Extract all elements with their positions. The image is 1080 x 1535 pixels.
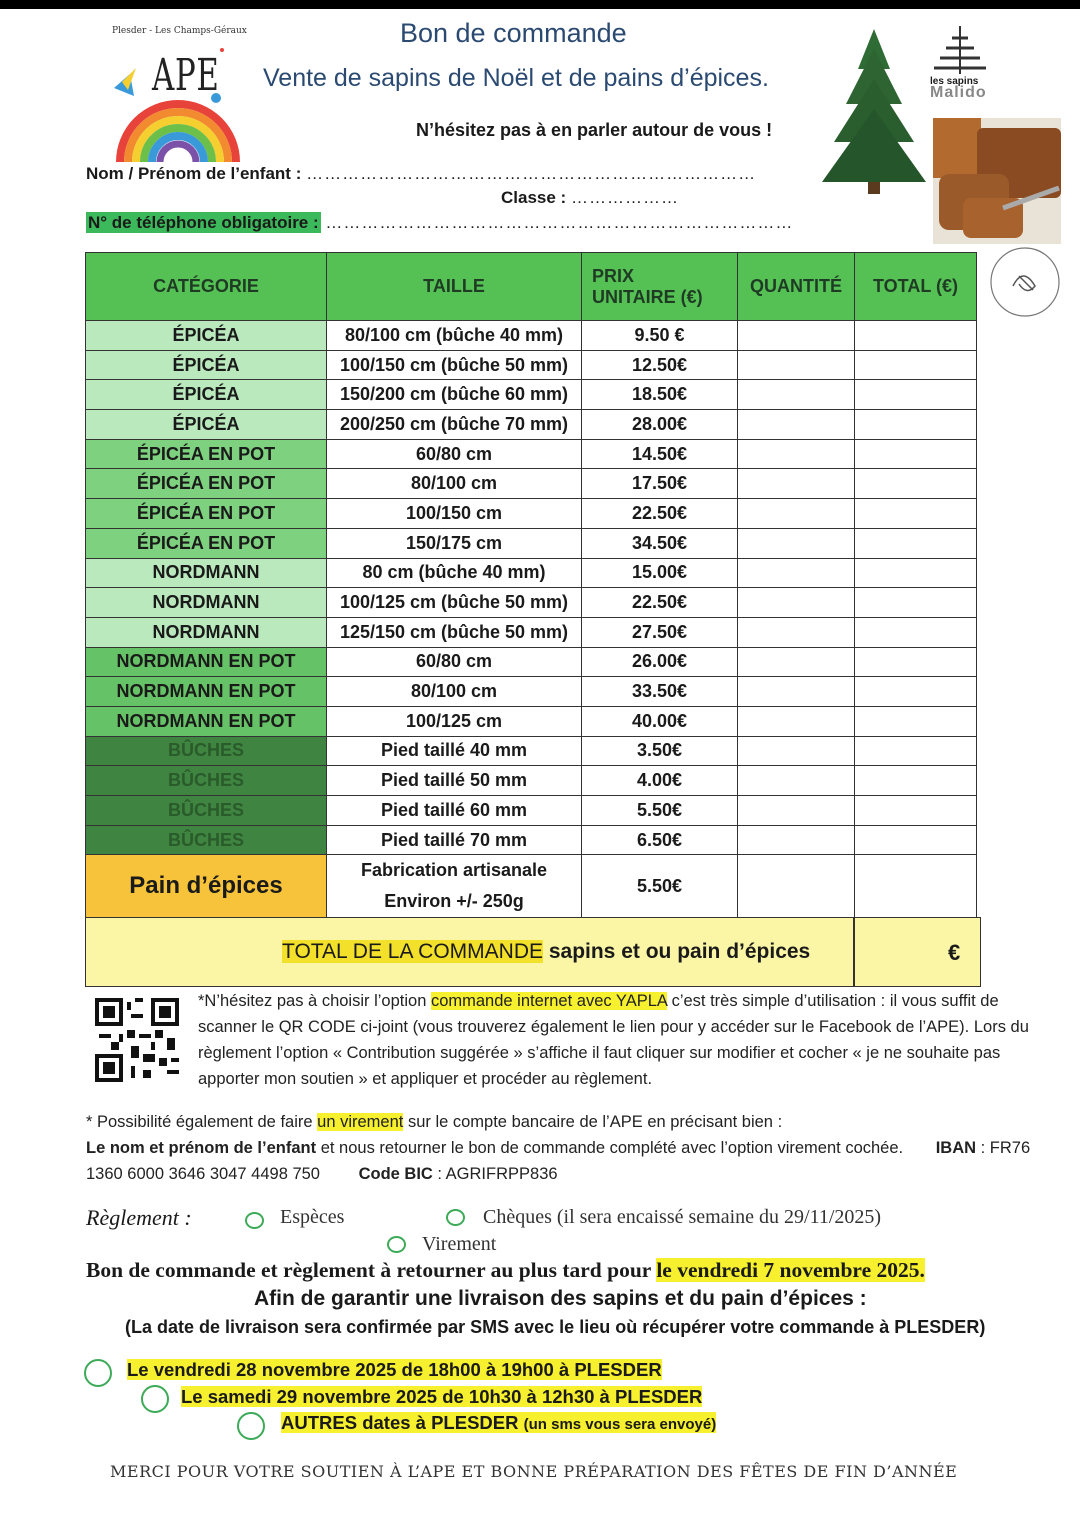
table-row [86, 706, 977, 736]
row-total-cell[interactable] [855, 647, 977, 677]
header-size: TAILLE [327, 253, 582, 321]
row-category: NORDMANN EN POT [86, 677, 327, 707]
row-total-cell[interactable] [855, 736, 977, 766]
payment-label: Règlement : [86, 1205, 192, 1230]
iban-value: : FR76 1360 6000 3646 3047 4498 750 [86, 1139, 1031, 1183]
table-row-pain [86, 855, 977, 918]
row-price: 5.50€ [582, 855, 738, 918]
row-total-cell[interactable] [855, 796, 977, 826]
ape-logo-text: APE [152, 50, 220, 101]
row-size: 80/100 cm [327, 469, 582, 499]
header-category: CATÉGORIE [86, 253, 327, 321]
table-row [86, 410, 977, 440]
row-total-cell[interactable] [855, 706, 977, 736]
class-label: Classe : [501, 188, 567, 207]
table-row [86, 558, 977, 588]
table-row [86, 766, 977, 796]
header-quantity: QUANTITÉ [738, 253, 855, 321]
row-quantity-cell[interactable] [738, 469, 855, 499]
gingerbread-photo-icon [933, 118, 1061, 244]
delivery-option-2-label: Le samedi 29 novembre 2025 de 10h30 à 12h30 à PLESDER [181, 1386, 703, 1407]
row-size: 100/125 cm [327, 706, 582, 736]
row-total-cell[interactable] [855, 410, 977, 440]
payment-transfer-label: Virement [422, 1233, 497, 1255]
row-price: 34.50€ [582, 528, 738, 558]
delivery-sms-note: (La date de livraison sera confirmée par SMS avec le lieu où récupérer votre commande à PLESDER) [125, 1317, 986, 1337]
table-row [86, 647, 977, 677]
row-size: 80/100 cm [327, 677, 582, 707]
delivery-option-3-text: AUTRES dates à PLESDER [281, 1412, 519, 1433]
row-size: Pied taillé 70 mm [327, 825, 582, 855]
child-name-field[interactable] [86, 164, 756, 184]
payment-cheque-label: Chèques (il sera encaissé semaine du 29/11/2025) [483, 1206, 882, 1228]
row-category: NORDMANN [86, 558, 327, 588]
payment-cash-radio[interactable] [245, 1212, 264, 1229]
deadline-date: le vendredi 7 novembre 2025. [656, 1258, 925, 1282]
ape-location: Plesder - Les Champs-Géraux [112, 26, 247, 36]
row-quantity-cell[interactable] [738, 855, 855, 918]
row-quantity-cell[interactable] [738, 736, 855, 766]
row-price: 5.50€ [582, 796, 738, 826]
table-row [86, 736, 977, 766]
bic-label: Code BIC [358, 1165, 433, 1183]
payment-cash-label: Espèces [280, 1206, 345, 1228]
row-price: 3.50€ [582, 736, 738, 766]
row-quantity-cell[interactable] [738, 321, 855, 351]
row-size: Pied taillé 40 mm [327, 736, 582, 766]
row-price: 9.50 € [582, 321, 738, 351]
row-price: 4.00€ [582, 766, 738, 796]
row-category: Pain d’épices [86, 855, 327, 918]
row-price: 6.50€ [582, 825, 738, 855]
partner-name-line1: les sapins [930, 76, 979, 87]
row-quantity-cell[interactable] [738, 558, 855, 588]
order-total-label-rest: sapins et ou pain d’épices [543, 940, 811, 963]
row-category: NORDMANN [86, 588, 327, 618]
order-total-label-highlight: TOTAL DE LA COMMANDE [282, 940, 543, 963]
row-category: BÛCHES [86, 736, 327, 766]
row-total-cell[interactable] [855, 499, 977, 529]
row-total-cell[interactable] [855, 558, 977, 588]
delivery-option-1-label: Le vendredi 28 novembre 2025 de 18h00 à 19h00 à PLESDER [127, 1359, 662, 1380]
deadline-pre: Bon de commande et règlement à retourner au plus tard pour [86, 1258, 657, 1282]
yapla-note-highlight: commande internet avec YAPLA [430, 992, 667, 1010]
child-name-label: Nom / Prénom de l’enfant : [86, 164, 302, 183]
partner-name-line2: Malido [930, 84, 987, 101]
yapla-note-pre: *N’hésitez pas à choisir l’option [198, 992, 431, 1010]
child-name-blank: ………………………………………………………………… [306, 164, 757, 183]
row-price: 22.50€ [582, 499, 738, 529]
total-divider [853, 918, 855, 986]
row-category: ÉPICÉA EN POT [86, 469, 327, 499]
row-size: 125/150 cm (bûche 50 mm) [327, 617, 582, 647]
row-size: Pied taillé 60 mm [327, 796, 582, 826]
row-category: NORDMANN EN POT [86, 706, 327, 736]
row-total-cell[interactable] [855, 469, 977, 499]
row-category: BÛCHES [86, 825, 327, 855]
row-total-cell[interactable] [855, 350, 977, 380]
row-category: ÉPICÉA EN POT [86, 499, 327, 529]
delivery-option-1 [127, 1359, 662, 1381]
row-size: 100/150 cm (bûche 50 mm) [327, 350, 582, 380]
row-category: NORDMANN [86, 617, 327, 647]
row-total-cell[interactable] [855, 855, 977, 918]
qr-code-icon[interactable] [95, 998, 179, 1082]
row-category: NORDMANN EN POT [86, 647, 327, 677]
deadline-text [86, 1258, 925, 1283]
row-quantity-cell[interactable] [738, 647, 855, 677]
row-price: 14.50€ [582, 439, 738, 469]
table-row [86, 528, 977, 558]
row-quantity-cell[interactable] [738, 796, 855, 826]
row-category: ÉPICÉA EN POT [86, 439, 327, 469]
row-price: 28.00€ [582, 410, 738, 440]
row-quantity-cell[interactable] [738, 439, 855, 469]
bic-value: : AGRIFRPP836 [432, 1165, 558, 1183]
row-total-cell[interactable] [855, 321, 977, 351]
transfer-note [86, 1109, 1046, 1187]
row-quantity-cell[interactable] [738, 528, 855, 558]
iban-label: IBAN [935, 1139, 977, 1157]
row-price: 33.50€ [582, 677, 738, 707]
row-category: ÉPICÉA [86, 380, 327, 410]
footer-thanks: MERCI POUR VOTRE SOUTIEN À L’APE ET BONNE PRÉPARATION DES FÊTES DE FIN D’ANNÉE [110, 1462, 958, 1481]
class-field[interactable] [501, 188, 679, 208]
row-size: 200/250 cm (bûche 70 mm) [327, 410, 582, 440]
delivery-option-1-radio[interactable] [84, 1359, 112, 1387]
order-total-currency[interactable]: € [948, 940, 961, 965]
page-subtitle: Vente de sapins de Noël et de pains d’épices. [263, 64, 769, 92]
table-row [86, 617, 977, 647]
table-row [86, 469, 977, 499]
phone-blank: …………………………………………………………………… [325, 213, 794, 232]
row-total-cell[interactable] [855, 439, 977, 469]
pain-size-line2: Environ +/- 250g [384, 891, 524, 912]
delivery-option-3-radio[interactable] [237, 1412, 265, 1440]
order-total-bar [85, 917, 981, 987]
table-row [86, 321, 977, 351]
row-price: 12.50€ [582, 350, 738, 380]
page-title: Bon de commande [400, 18, 627, 48]
order-total-label [282, 940, 810, 964]
row-quantity-cell[interactable] [738, 499, 855, 529]
row-total-cell[interactable] [855, 528, 977, 558]
yapla-note-post: c’est très simple d’utilisation : il vous suffit de scanner le QR CODE ci-joint (vous trouverez également le lien pour y accéder sur le Facebook de l’APE). Lors du règlement l’option « Contribution suggérée » s’affiche il faut cliquer sur modifier et cocher « je ne souhaite pas apporter mon soutien » et appliquer et procéder au règlement. [198, 992, 1029, 1088]
delivery-option-2 [181, 1386, 702, 1408]
table-row [86, 380, 977, 410]
transfer-note-post2: et nous retourner le bon de commande complété avec l’option virement cochée. [316, 1139, 904, 1157]
row-category: BÛCHES [86, 766, 327, 796]
header-total: TOTAL (€) [855, 253, 977, 321]
transfer-note-post: sur le compte bancaire de l’APE en précisant bien : [403, 1113, 783, 1131]
header-unit-price [582, 253, 738, 321]
row-price: 18.50€ [582, 380, 738, 410]
row-size: 100/150 cm [327, 499, 582, 529]
phone-field[interactable] [86, 213, 793, 233]
table-row [86, 796, 977, 826]
table-row [86, 588, 977, 618]
row-category: BÛCHES [86, 796, 327, 826]
row-total-cell[interactable] [855, 588, 977, 618]
table-row [86, 499, 977, 529]
row-category: ÉPICÉA [86, 321, 327, 351]
row-total-cell[interactable] [855, 677, 977, 707]
row-quantity-cell[interactable] [738, 706, 855, 736]
row-total-cell[interactable] [855, 766, 977, 796]
row-price: 22.50€ [582, 588, 738, 618]
row-size: 150/200 cm (bûche 60 mm) [327, 380, 582, 410]
row-price: 27.50€ [582, 617, 738, 647]
order-table [85, 252, 977, 918]
row-quantity-cell[interactable] [738, 677, 855, 707]
header-price-line1: PRIX [592, 265, 635, 286]
transfer-note-pre: * Possibilité également de faire [86, 1113, 318, 1131]
delivery-title: Afin de garantir une livraison des sapins et du pain d’épices : [254, 1287, 867, 1310]
row-price: 40.00€ [582, 706, 738, 736]
delivery-option-3 [281, 1412, 716, 1434]
yapla-note [198, 988, 1058, 1092]
row-quantity-cell[interactable] [738, 380, 855, 410]
row-size: 80 cm (bûche 40 mm) [327, 558, 582, 588]
row-quantity-cell[interactable] [738, 410, 855, 440]
table-row [86, 677, 977, 707]
delivery-option-2-radio[interactable] [141, 1385, 169, 1413]
row-size: 60/80 cm [327, 439, 582, 469]
row-quantity-cell[interactable] [738, 825, 855, 855]
tagline: N’hésitez pas à en parler autour de vous ! [416, 120, 773, 140]
row-size: 80/100 cm (bûche 40 mm) [327, 321, 582, 351]
row-total-cell[interactable] [855, 380, 977, 410]
row-size: 100/125 cm (bûche 50 mm) [327, 588, 582, 618]
row-size: Pied taillé 50 mm [327, 766, 582, 796]
row-quantity-cell[interactable] [738, 766, 855, 796]
stamp-icon [985, 246, 1065, 318]
header-price-line2: UNITAIRE (€) [592, 286, 703, 307]
row-size: 150/175 cm [327, 528, 582, 558]
payment-cheque-radio[interactable] [446, 1209, 465, 1226]
table-row [86, 439, 977, 469]
row-size: 60/80 cm [327, 647, 582, 677]
delivery-option-3-label [281, 1412, 716, 1433]
row-quantity-cell[interactable] [738, 588, 855, 618]
row-category: ÉPICÉA [86, 410, 327, 440]
row-category: ÉPICÉA EN POT [86, 528, 327, 558]
table-row [86, 350, 977, 380]
transfer-note-bold: Le nom et prénom de l’enfant [86, 1139, 317, 1157]
delivery-option-3-note: (un sms vous sera envoyé) [523, 1416, 717, 1433]
row-category: ÉPICÉA [86, 350, 327, 380]
row-price: 26.00€ [582, 647, 738, 677]
phone-label: N° de téléphone obligatoire : [88, 213, 319, 232]
row-total-cell[interactable] [855, 617, 977, 647]
class-blank: ……………… [570, 188, 679, 207]
table-row [86, 825, 977, 855]
row-size [327, 855, 582, 918]
table-header-row [86, 253, 977, 321]
top-border [0, 0, 1080, 9]
row-quantity-cell[interactable] [738, 617, 855, 647]
row-price: 15.00€ [582, 558, 738, 588]
transfer-note-highlight: un virement [317, 1113, 404, 1131]
payment-transfer-radio[interactable] [387, 1236, 406, 1253]
pain-size-line1: Fabrication artisanale [360, 860, 548, 881]
row-price: 17.50€ [582, 469, 738, 499]
row-total-cell[interactable] [855, 825, 977, 855]
row-quantity-cell[interactable] [738, 350, 855, 380]
